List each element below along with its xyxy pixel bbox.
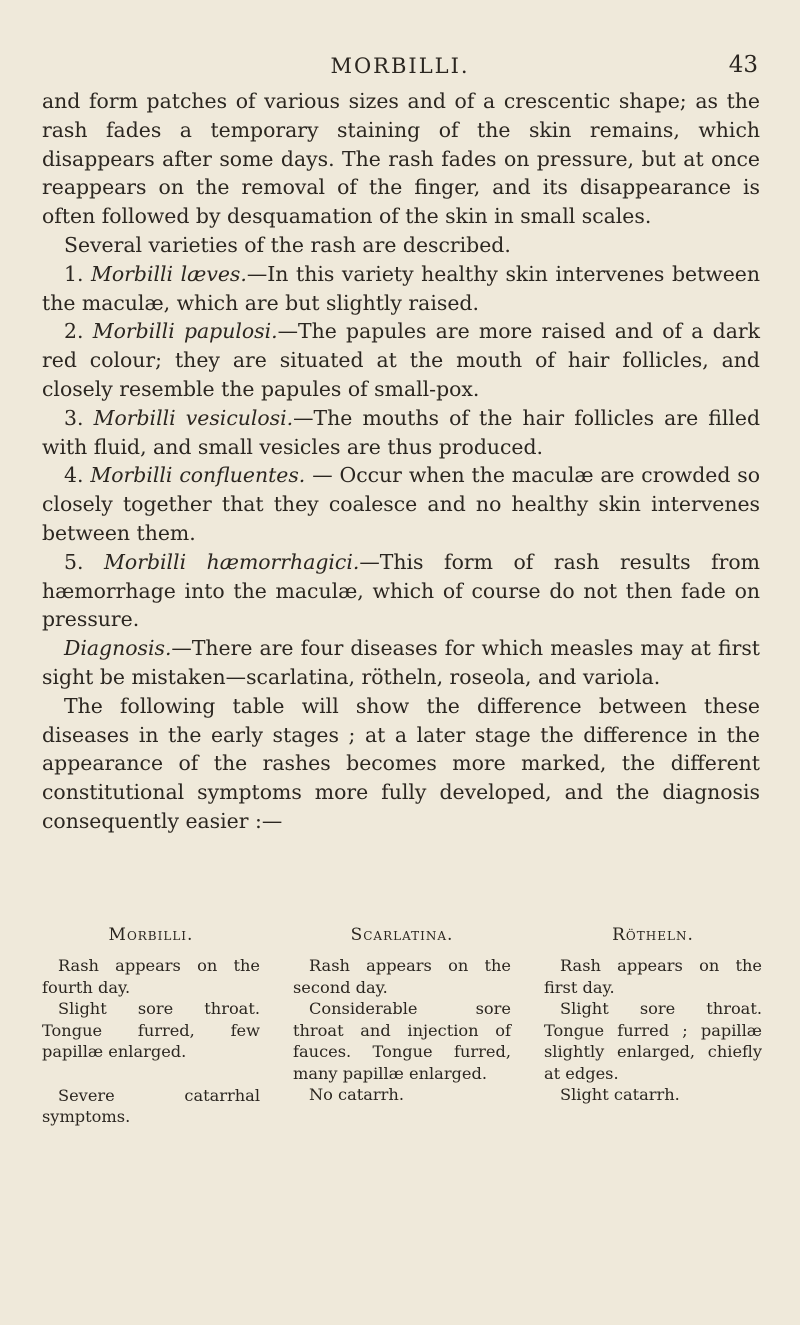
table-entry: No catarrh. xyxy=(309,1085,404,1104)
variety-description: — Occur when the maculæ are crowded so closely together that they coalesce and no healthy skin intervenes between them. xyxy=(42,463,761,545)
table-entry: Slight sore throat. Tongue furred, few papillæ enlarged. xyxy=(42,999,260,1061)
variety-name: Morbilli læves. xyxy=(91,261,247,286)
paragraph-rash-description: and form patches of various sizes and of a crescentic shape; as the rash fades a temporary staining of the skin remains, which disappears after some days. The rash fades on pressure, but at once reappears on the removal of the finger, and its disappearance is often followed by desquamation of the skin in small scales. xyxy=(42,89,760,229)
variety-number: 5. xyxy=(64,549,84,574)
paragraph-varieties-intro: Several varieties of the rash are described. xyxy=(64,232,511,257)
column-heading: Scarlatina. xyxy=(350,925,454,945)
page-header xyxy=(0,50,800,82)
column-heading: Morbilli. xyxy=(108,925,194,945)
paragraph-diagnosis xyxy=(42,634,760,692)
variety-number: 4. xyxy=(64,463,84,488)
variety-name: Morbilli confluentes. xyxy=(90,463,306,488)
variety-name: Morbilli vesiculosi. xyxy=(93,405,294,430)
variety-vesiculosi xyxy=(42,404,760,462)
table-entry: Slight sore throat. Tongue furred ; papillæ slightly enlarged, chiefly at edges. xyxy=(544,999,762,1083)
table-entry: Considerable sore throat and injection of fauces. Tongue furred, many papillæ enlarged. xyxy=(293,999,511,1083)
running-title: MORBILLI. xyxy=(330,54,470,78)
body-text xyxy=(42,87,760,836)
paragraph-table-intro: The following table will show the difference between these diseases in the early stages ; at a later stage the difference in the appearance of the rashes becomes more marked, the different constitutional symptoms more fully developed, and the diagnosis consequently easier :— xyxy=(42,693,760,833)
table-entry: Severe catarrhal symptoms. xyxy=(42,1085,260,1126)
column-rotheln xyxy=(544,925,762,1128)
column-scarlatina xyxy=(293,925,511,1128)
variety-haemorrhagici xyxy=(42,548,760,634)
variety-papulosi xyxy=(42,317,760,403)
diagnosis-text: —There are four diseases for which measles may at first sight be mistaken—scarlatina, rötheln, roseola, and variola. xyxy=(42,636,760,689)
variety-number: 3. xyxy=(64,405,84,430)
table-entry: Rash appears on the fourth day. xyxy=(42,956,260,997)
diagnosis-heading: Diagnosis. xyxy=(64,636,172,661)
variety-name: Morbilli papulosi. xyxy=(92,319,278,344)
column-heading: Rötheln. xyxy=(612,925,694,945)
table-entry: Rash appears on the first day. xyxy=(544,956,762,997)
column-morbilli xyxy=(42,925,260,1128)
variety-number: 2. xyxy=(64,319,84,344)
page-number: 43 xyxy=(728,52,758,78)
diagnosis-table xyxy=(42,925,762,1128)
variety-description: —The papules are more raised and of a dark red colour; they are situated at the mouth of hair follicles, and closely resemble the papules of small-pox. xyxy=(42,319,760,401)
variety-description: —This form of rash results from hæmorrhage into the maculæ, which of course do not then fade on pressure. xyxy=(42,549,760,632)
table-entry: Rash appears on the second day. xyxy=(293,956,511,997)
variety-confluentes xyxy=(42,461,760,547)
variety-name: Morbilli hæmorrhagici. xyxy=(104,549,360,574)
variety-description: —In this variety healthy skin intervenes between the maculæ, which are but slightly raised. xyxy=(42,261,760,315)
variety-laeves xyxy=(42,260,760,318)
table-entry: Slight catarrh. xyxy=(560,1085,680,1104)
variety-number: 1. xyxy=(64,261,84,286)
variety-description: —The mouths of the hair follicles are filled with fluid, and small vesicles are thus produced. xyxy=(42,405,761,459)
